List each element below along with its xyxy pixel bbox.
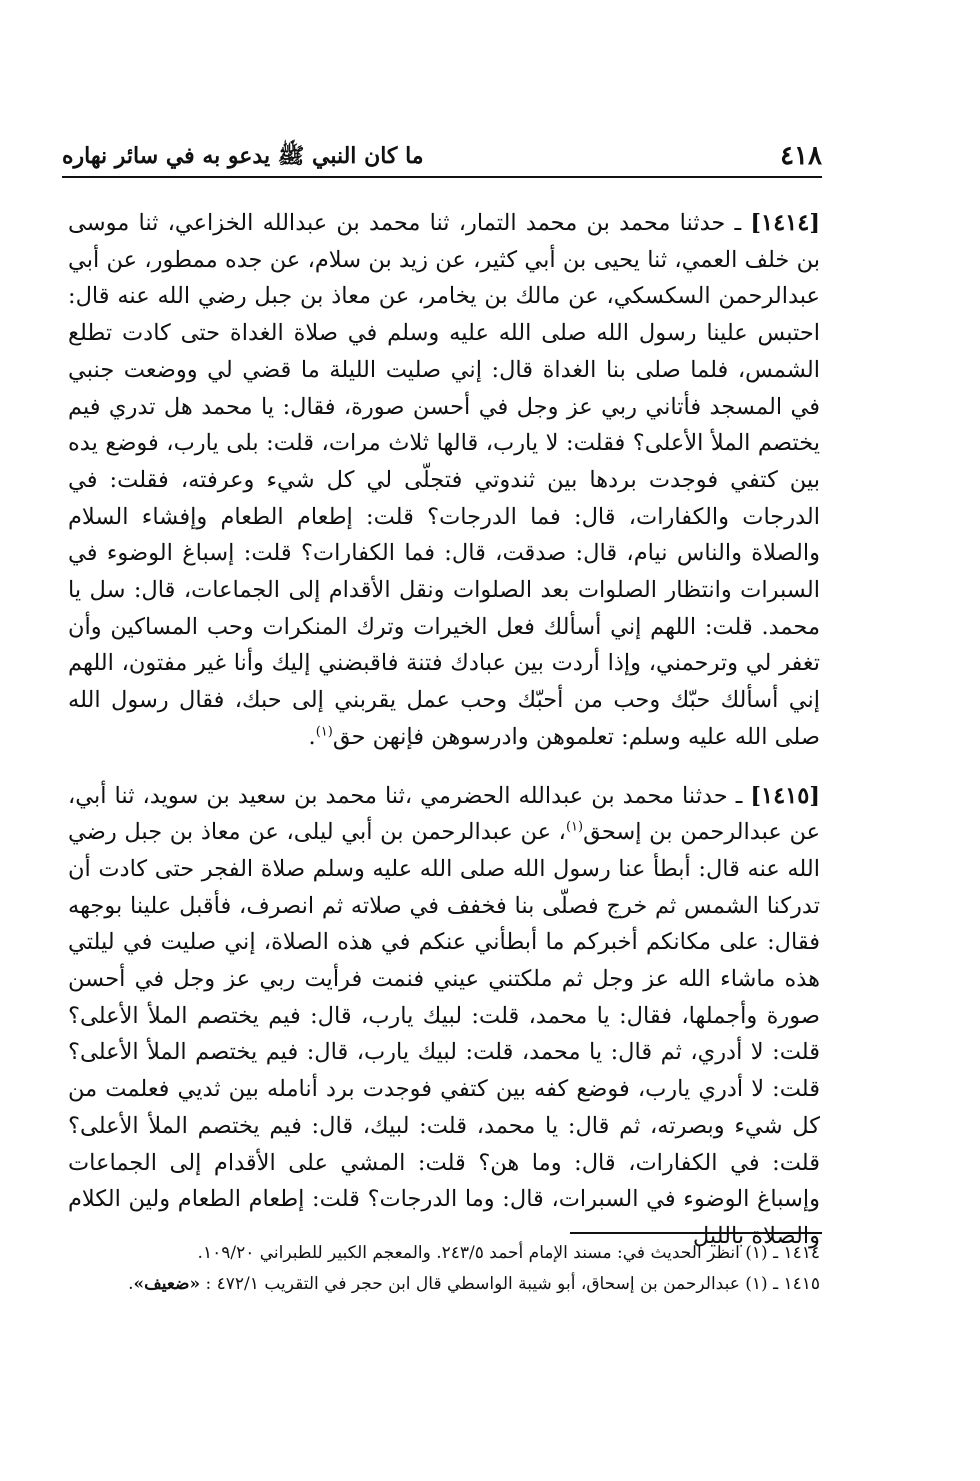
- hadith-end-mark: .: [308, 723, 316, 750]
- footnote-text: ١٤١٥ ـ (١) عبدالرحمن بن إسحاق، أبو شيبة الواسطي قال ابن حجر في التقريب ٤٧٢/١ :: [200, 1274, 820, 1294]
- hadith-1415: [68, 778, 820, 1255]
- hadith-text: ، عن عبدالرحمن بن أبي ليلى، عن معاذ بن جبل رضي الله عنه قال: أبطأ عنا رسول الله صلى الله عليه وسلم صلاة الفجر حتى كادت أن تدركنا الشمس ثم خرج فصلّى بنا فخفف في صلاته ثم انصرف، فأقبل علينا بوجهه فقال: على مكانكم أخبركم ما أبطأني عنكم في هذه الصلاة، إني صليت في ليلتي هذه ماشاء الله عز وجل ثم ملكتني عيني فنمت فرأيت ربي عز وجل في أحسن صورة وأجملها، فقال: يا محمد، قلت: لبيك يارب، قال: فيم يختصم الملأ الأعلى؟ قلت: لا أدري، ثم قال: يا محمد، قلت: لبيك يارب، قال: فيم يختصم الملأ الأعلى؟ قلت: لا أدري يارب، فوضع كفه بين كتفي فوجدت برد أنامله بين ثديي فعلمت من كل شيء وبصرته، ثم قال: يا محمد، قلت: لبيك، قال: فيم يختصم الملأ الأعلى؟ قلت: في الكفارات، قال: وما هن؟ قلت: المشي على الأقدام إلى الجماعات وإسباغ الوضوء في السبرات، قال: وما الدرجات؟ قلت: إطعام الطعام ولين الكلام والصلاة بالليل: [68, 819, 820, 1249]
- footnote-marker: (١): [565, 819, 584, 835]
- footnotes: [68, 1238, 820, 1300]
- page-number: ٤١٨: [780, 141, 822, 171]
- narrator-grade: «ضعيف»: [133, 1274, 201, 1294]
- footnote-end-mark: .: [128, 1274, 134, 1294]
- footnote-1414: [68, 1238, 820, 1269]
- page-header: [62, 138, 822, 174]
- hadith-number: [١٤١٤]: [750, 210, 820, 236]
- running-title: ما كان النبي ﷺ يدعو به في سائر نهاره: [62, 143, 424, 169]
- hadith-1414: [68, 205, 820, 756]
- main-text: [68, 205, 820, 1255]
- hadith-number: [١٤١٥]: [750, 782, 820, 809]
- footnote-text: ١٤١٤ ـ (١) انظر الحديث في: مسند الإمام أحمد ٢٤٣/٥. والمعجم الكبير للطبراني ١٠٩/٢٠.: [197, 1243, 820, 1263]
- footnote-1415: [68, 1269, 820, 1300]
- hadith-text: ـ حدثنا محمد بن محمد التمار، ثنا محمد بن عبدالله الخزاعي، ثنا موسى بن خلف العمي، ثنا يحيى بن أبي كثير، عن زيد بن سلام، عن جده ممطور، عن أبي عبدالرحمن السكسكي، عن مالك بن يخامر، عن معاذ بن جبل رضي الله عنه قال: احتبس علينا رسول الله صلى الله عليه وسلم في صلاة الغداة حتى كادت تطلع الشمس، فلما صلى بنا الغداة قال: إني صليت الليلة ما قضي لي ووضعت جنبي في المسجد فأتاني ربي عز وجل في أحسن صورة، فقال: يا محمد هل تدري فيم يختصم الملأ الأعلى؟ فقلت: لا يارب، قالها ثلاث مرات، قلت: بلى يارب، فوضع يده بين كتفي فوجدت بردها بين ثندوتي فتجلّى لي كل شيء وعرفته، فقلت: في الدرجات والكفارات، قال: فما الدرجات؟ قلت: إطعام الطعام وإفشاء السلام والصلاة والناس نيام، قال: صدقت، قال: فما الكفارات؟ قلت: إسباغ الوضوء في السبرات وانتظار الصلوات بعد الصلوات ونقل الأقدام إلى الجماعات، قال: سل يا محمد. قلت: اللهم إني أسألك فعل الخيرات وترك المنكرات وحب المساكين وأن تغفر لي وترحمني، وإذا أردت بين عبادك فتنة فاقبضني إليك وأنا غير مفتون، اللهم إني أسألك حبّك وحب من أحبّك وحب عمل يقربني إلى حبك، فقال رسول الله صلى الله عليه وسلم: تعلموهن وادرسوهن فإنهن حق: [68, 210, 820, 750]
- footnote-marker: (١): [315, 724, 333, 740]
- footnote-rule: [570, 1232, 822, 1234]
- header-rule: [62, 176, 822, 178]
- hadith-text: ـ حدثنا محمد بن عبدالله الحضرمي ،ثنا محمد بن سعيد بن سويد، ثنا أبي، عن عبدالرحمن بن إسحق: [68, 782, 820, 846]
